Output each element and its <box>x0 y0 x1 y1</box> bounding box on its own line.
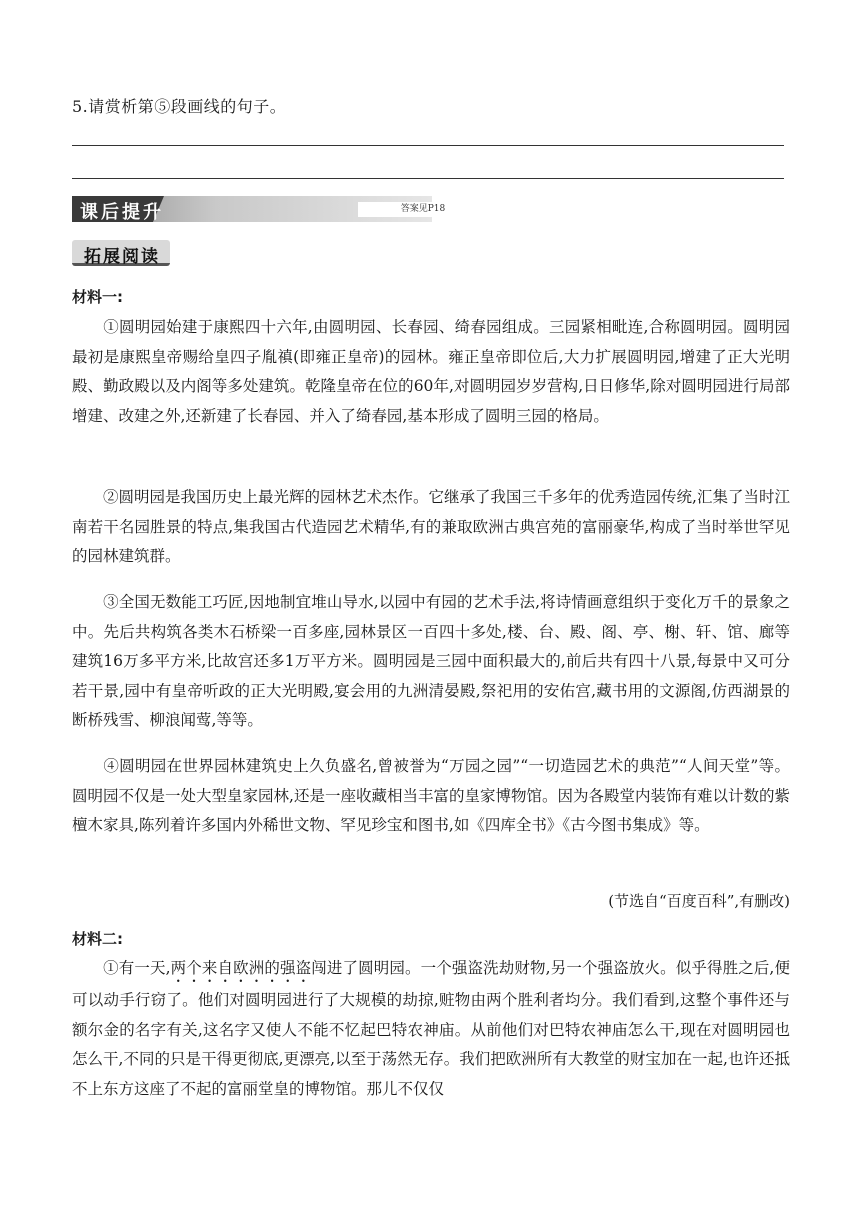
source-citation: (节选自“百度百科”,有删改) <box>608 892 790 910</box>
material-1-heading: 材料一: <box>72 288 123 306</box>
material-1-paragraph-3 <box>72 588 790 736</box>
paragraph-text: ④圆明园在世界园林建筑史上久负盛名,曾被誉为“万园之园”“一切造园艺术的典范”“人间天堂”等。圆明园不仅是一处大型皇家园林,还是一座收藏相当丰富的皇家博物馆。因为各殿堂内装饰有难以计数的紫檀木家具,陈列着许多国内外稀世文物、罕见珍宝和图书,如《四库全书》《古今图书集成》等。 <box>72 757 790 834</box>
answer-line <box>72 178 784 179</box>
section-banner <box>72 196 446 223</box>
paragraph-text: ①圆明园始建于康熙四十六年,由圆明园、长春园、绮春园组成。三园紧相毗连,合称圆明园。圆明园最初是康熙皇帝赐给皇四子胤禛(即雍正皇帝)的园林。雍正皇帝即位后,大力扩展圆明园,增建了正大光明殿、勤政殿以及内阁等多处建筑。乾隆皇帝在位的60年,对圆明园岁岁营构,日日修华,除对圆明园进行局部增建、改建之外,还新建了长春园、并入了绮春园,基本形成了圆明三园的格局。 <box>72 318 790 425</box>
material-1-paragraph-2 <box>72 483 790 572</box>
badge-label: 拓展阅读 <box>84 247 160 267</box>
material-2-heading: 材料二: <box>72 930 123 948</box>
paragraph-text-start: ①有一天, <box>103 959 171 977</box>
material-1-paragraph-1 <box>72 313 790 431</box>
material-2-paragraph-1 <box>72 954 790 1104</box>
question-5: 5.请赏析第⑤段画线的句子。 <box>72 97 287 116</box>
answer-line <box>72 145 784 146</box>
answer-reference: 答案见P18 <box>358 202 488 217</box>
paragraph-text: ②圆明园是我国历史上最光辉的园林艺术杰作。它继承了我国三千多年的优秀造园传统,汇集了当时江南若干名园胜景的特点,集我国古代造园艺术精华,有的兼取欧洲古典宫苑的富丽豪华,构成了当时举世罕见的园林建筑群。 <box>72 488 790 565</box>
paragraph-text-rest: 闯进了圆明园。一个强盗洗劫财物,另一个强盗放火。似乎得胜之后,便可以动手行窃了。他们对圆明园进行了大规模的劫掠,赃物由两个胜利者均分。我们看到,这整个事件还与额尔金的名字有关,这名字又使人不能不忆起巴特农神庙。从前他们对巴特农神庙怎么干,现在对圆明园也怎么干,不同的只是干得更彻底,更漂亮,以至于荡然无存。我们把欧洲所有大教堂的财宝加在一起,也许还抵不上东方这座了不起的富丽堂皇的博物馆。那儿不仅仅 <box>72 959 790 1098</box>
paragraph-text: ③全国无数能工巧匠,因地制宜堆山导水,以园中有园的艺术手法,将诗情画意组织于变化万千的景象之中。先后共构筑各类木石桥梁一百多座,园林景区一百四十多处,楼、台、殿、阁、亭、榭、轩、馆、廊等建筑16万多平方米,比故宫还多1万平方米。圆明园是三园中面积最大的,前后共有四十八景,每景中又可分若干景,园中有皇帝听政的正大光明殿,宴会用的九洲清晏殿,祭祀用的安佑宫,藏书用的文源阁,仿西湖景的断桥残雪、柳浪闻莺,等等。 <box>72 593 790 729</box>
dotted-emphasis-text: 两个来自欧洲的强盗 <box>170 959 312 977</box>
material-1-paragraph-4 <box>72 752 790 841</box>
section-badge <box>72 240 170 266</box>
banner-title: 课后提升 <box>80 202 164 223</box>
